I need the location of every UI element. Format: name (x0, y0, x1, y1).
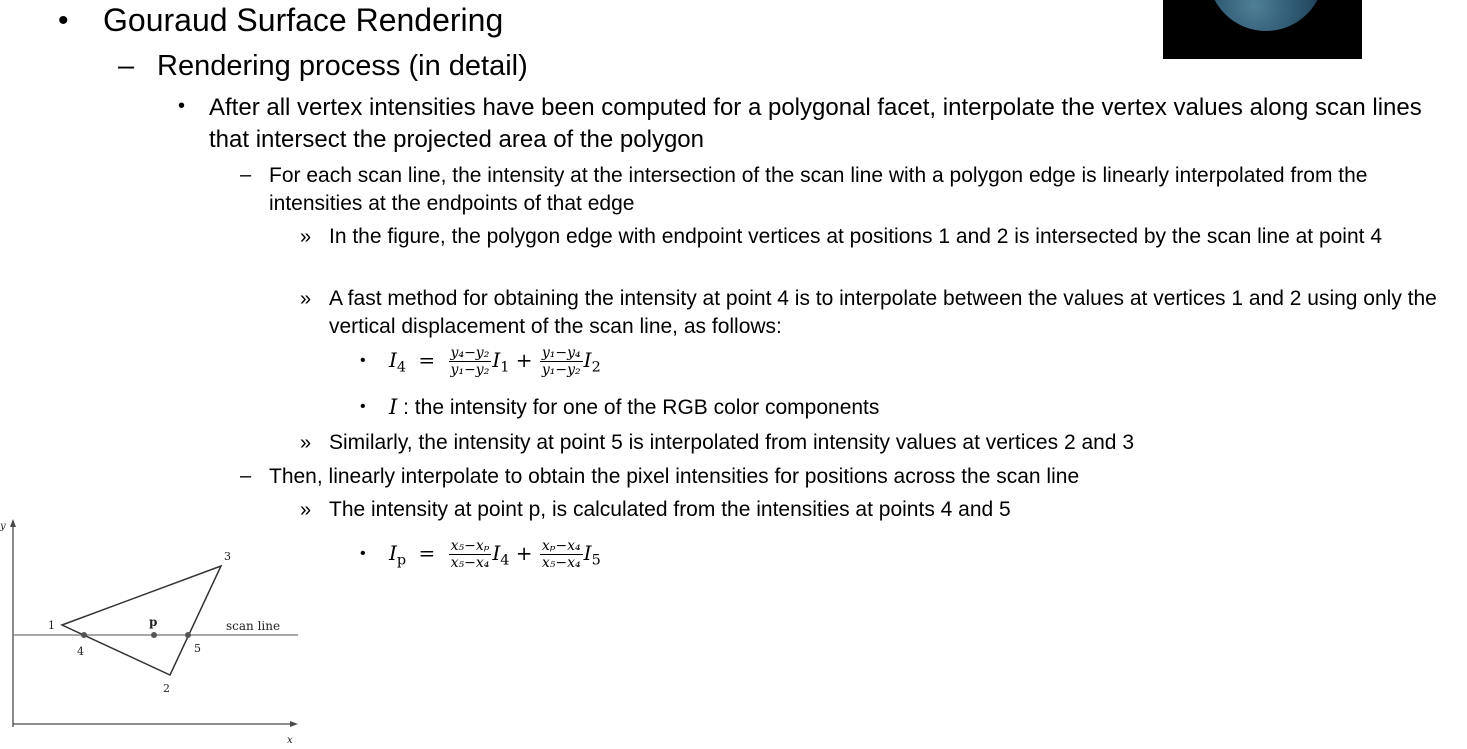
formula-2-term-2: I (583, 541, 592, 565)
point-p-label: p (149, 615, 158, 629)
sub-1c-text: Similarly, the intensity at point 5 is interpolated from intensity values at vertices 2 and 3 (329, 431, 1135, 454)
formula-1-frac-1-num: y₄−y₂ (450, 345, 490, 361)
scan-line-label: scan line (226, 619, 281, 633)
formula-1-bullet: • (360, 352, 366, 369)
formula-2-frac-2-den: x₅−x₄ (541, 555, 581, 571)
note-bullet: • (360, 398, 366, 415)
sub-1c-marker: » (300, 432, 312, 454)
formula-1-term-1: I (492, 348, 501, 372)
formula-1-lhs-sub: 4 (396, 359, 407, 376)
subtitle-dash: – (118, 50, 135, 82)
main-bullet-marker: • (178, 95, 186, 117)
formula-1-term-2-sub: 2 (591, 359, 601, 376)
slide-title: Gouraud Surface Rendering (103, 2, 504, 38)
scan-line-figure (0, 515, 305, 749)
formula-1-equals: = (418, 348, 436, 372)
sub-1a-text: In the figure, the polygon edge with endpoint vertices at positions 1 and 2 is intersected by the scan line at point 4 (329, 225, 1383, 248)
formula-2-term-1-sub: 4 (500, 552, 510, 569)
main-bullet-text: After all vertex intensities have been computed for a polygonal facet, interpolate the vertex values along scan lines that intersect the projected area of the polygon (209, 94, 1422, 153)
formula-1-frac-2 (540, 345, 583, 378)
formula-2-frac-1-den: x₅−x₄ (450, 555, 490, 571)
formula-2-plus: + (515, 541, 533, 565)
slide-subtitle: Rendering process (in detail) (157, 50, 528, 82)
y-axis-arrow (10, 519, 16, 527)
dash-2-text: Then, linearly interpolate to obtain the pixel intensities for positions across the scan line (269, 465, 1080, 488)
formula-2-frac-2-num: xₚ−x₄ (540, 538, 583, 555)
formula-2-frac-2 (540, 538, 583, 571)
note-line (389, 395, 879, 420)
dash-2-marker: – (240, 465, 252, 487)
sub-1a-marker: » (300, 226, 312, 248)
shaded-sphere-image (1163, 0, 1362, 59)
sub-2a-text: The intensity at point p, is calculated from the intensities at points 4 and 5 (329, 498, 1011, 521)
formula-2-frac-1 (449, 538, 492, 571)
note-symbol: I (389, 395, 398, 419)
point-p (151, 632, 157, 638)
point-5-label: 5 (194, 642, 201, 655)
formula-1-term-1-sub: 1 (500, 359, 510, 376)
formula-2-term-1: I (492, 541, 501, 565)
title-bullet: • (58, 4, 69, 37)
point-5 (185, 632, 191, 638)
formula-1-frac-1 (449, 345, 492, 378)
formula-2-lhs-sub: p (396, 552, 407, 569)
vertex-2-label: 2 (163, 682, 170, 695)
formula-2-equals: = (418, 541, 436, 565)
x-axis-arrow (290, 721, 298, 727)
vertex-3-label: 3 (224, 550, 231, 563)
x-axis-label: x (287, 735, 293, 746)
formula-1-plus: + (515, 348, 533, 372)
point-4-label: 4 (77, 645, 84, 658)
formula-2-lhs: I (389, 541, 397, 565)
sphere-shape (1208, 0, 1324, 31)
sub-1b-text: A fast method for obtaining the intensity at point 4 is to interpolate between the values at vertices 1 and 2 using only the vertical displacement of the scan line, as follows: (329, 287, 1437, 338)
vertex-1-label: 1 (48, 619, 55, 632)
formula-2 (389, 538, 601, 571)
note-text: : the intensity for one of the RGB color components (397, 396, 880, 419)
formula-1-frac-2-den: y₁−y₂ (541, 362, 581, 378)
formula-1-lhs: I (389, 348, 397, 372)
triangle-polygon (62, 566, 221, 675)
point-4 (81, 632, 87, 638)
formula-2-term-2-sub: 5 (591, 552, 601, 569)
dash-1-marker: – (240, 164, 252, 186)
formula-1-term-2: I (583, 348, 592, 372)
formula-1 (389, 345, 601, 378)
dash-1-text: For each scan line, the intensity at the intersection of the scan line with a polygon edge is linearly interpolated from the intensities at the endpoints of that edge (269, 164, 1368, 215)
formula-1-frac-1-den: y₁−y₂ (450, 362, 490, 378)
sub-2a-marker: » (300, 499, 312, 521)
formula-1-frac-2-num: y₁−y₄ (541, 345, 581, 361)
y-axis-label: y (0, 521, 6, 532)
formula-2-frac-1-num: x₅−xₚ (449, 538, 492, 555)
formula-2-bullet: • (360, 545, 366, 562)
sub-1b-marker: » (300, 288, 312, 310)
